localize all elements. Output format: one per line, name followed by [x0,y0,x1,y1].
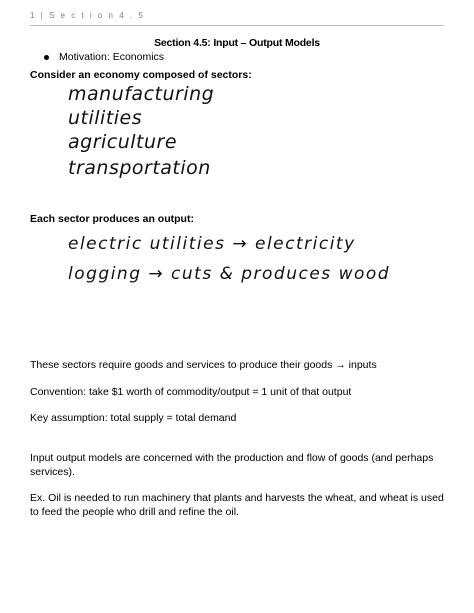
section-title: Section 4.5: Input – Output Models [154,37,320,49]
example-logging: logging → cuts & produces wood [68,264,391,284]
models-paragraph: Input output models are concerned with the production and flow of goods (and perhaps services). [30,452,434,478]
consider-heading: Consider an economy composed of sectors: [30,69,252,81]
sector-manufacturing: manufacturing [68,83,215,105]
bullet-icon [44,55,49,60]
inputs-paragraph: These sectors require goods and services to produce their goods → inputs [30,359,377,371]
sector-utilities: utilities [68,107,143,129]
page-header: 1 | S e c t i o n 4 . 5 [30,11,145,20]
sector-transportation: transportation [68,157,211,179]
sector-agriculture: agriculture [68,131,178,153]
header-divider [30,25,444,26]
motivation-bullet [44,51,164,63]
example-electric-utilities: electric utilities → electricity [68,234,356,254]
convention-paragraph: Convention: take $1 worth of commodity/output = 1 unit of that output [30,386,352,398]
output-heading: Each sector produces an output: [30,213,194,225]
assumption-paragraph: Key assumption: total supply = total demand [30,412,237,424]
motivation-text: Motivation: Economics [59,51,165,63]
example-paragraph: Ex. Oil is needed to run machinery that plants and harvests the wheat, and wheat is used to feed the people who drill and refine the oil. [30,492,444,518]
